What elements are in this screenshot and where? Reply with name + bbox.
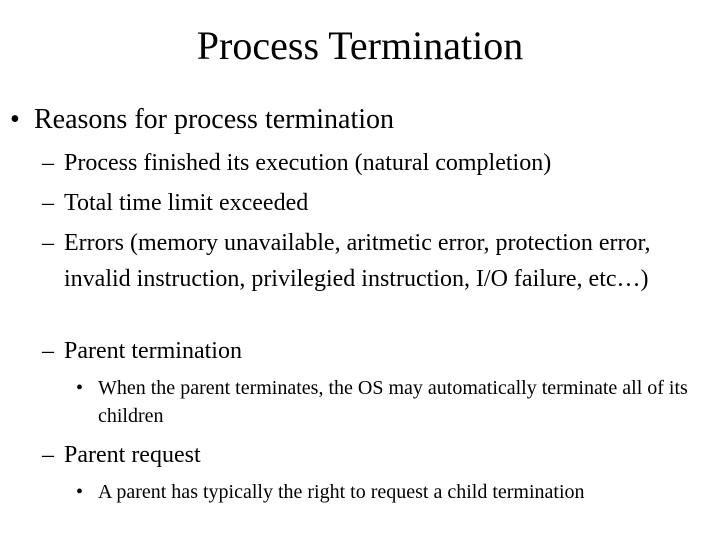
sub-bullet-row xyxy=(0,437,720,473)
bullet-marker: • xyxy=(76,377,84,399)
dash-marker: – xyxy=(42,442,54,468)
bullet-marker: • xyxy=(10,104,20,135)
sub-bullet-text: Parent request xyxy=(64,442,201,468)
sub-bullet-text: Process finished its execution (natural completion) xyxy=(64,150,552,176)
sub-bullet-text: Parent termination xyxy=(64,338,242,364)
dash-marker: – xyxy=(42,338,54,364)
main-bullet-text: Reasons for process termination xyxy=(34,104,395,135)
sub-bullet-text: Total time limit exceeded xyxy=(64,190,309,216)
slide-title: Process Termination xyxy=(196,23,524,68)
dash-marker: – xyxy=(42,150,54,176)
detail-bullet-row xyxy=(0,478,720,506)
dash-marker: – xyxy=(42,230,54,256)
sub-bullet-row xyxy=(0,185,720,221)
main-bullet-row xyxy=(0,102,720,142)
bullet-marker: • xyxy=(76,481,84,503)
sub-bullet-row xyxy=(0,225,720,333)
detail-bullet-text: A parent has typically the right to request a child termination xyxy=(98,481,585,503)
sub-bullet-row xyxy=(0,333,720,369)
sub-bullet-text: Errors (memory unavailable, aritmetic error, protection error, invalid instruction, privilegied instruction, I/O failure, etc…) xyxy=(64,230,651,292)
dash-marker: – xyxy=(42,190,54,216)
sub-bullet-row xyxy=(0,145,720,181)
detail-bullet-row xyxy=(0,374,720,430)
detail-bullet-text: When the parent terminates, the OS may automatically terminate all of its children xyxy=(98,377,688,427)
